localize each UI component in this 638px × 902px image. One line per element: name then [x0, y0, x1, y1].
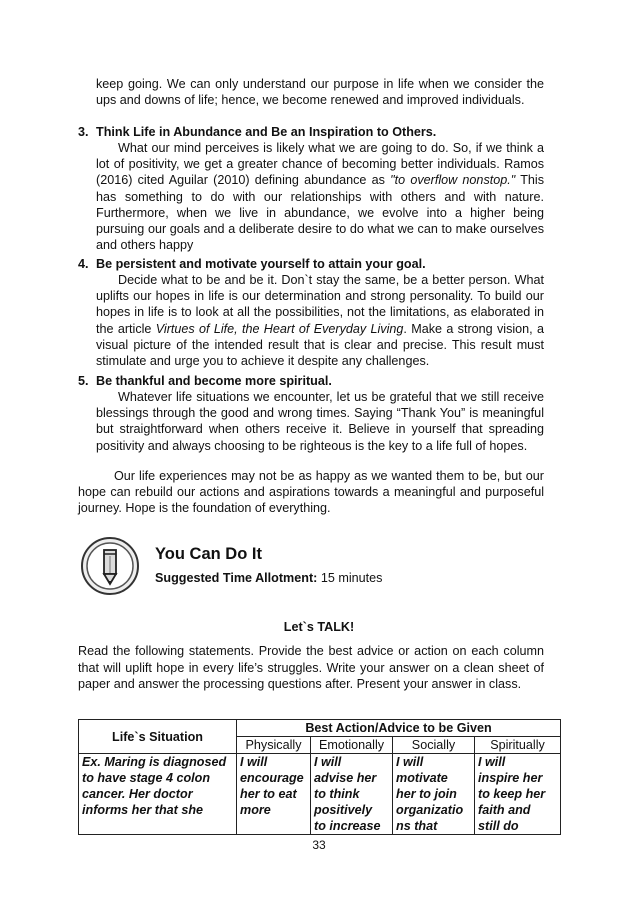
- col-situation-header: Life`s Situation: [79, 720, 237, 754]
- item-4-number: 4.: [78, 257, 89, 271]
- item-3-paragraph: What our mind perceives is likely what we are going to do. So, if we think a lot of positivity, we get a greater chance of becoming better individuals. Ramos (2016) cited Aguilar (2010) defining abundance as "to overflow nonstop." This has something to do with our relationships with others and with nature. Furthermore, when we live in abundance, we evolve into a higher being pursuing our goals and a deliberate desire to do what we can to make ourselves and others happy: [96, 141, 544, 253]
- time-allotment: [155, 571, 382, 585]
- cell-physically: I will encourage her to eat more: [237, 754, 311, 835]
- item-3-number: 3.: [78, 125, 89, 139]
- item-5-heading: [78, 373, 332, 389]
- pencil-icon: [80, 536, 140, 596]
- talk-instructions: Read the following statements. Provide the best advice or action on each column that will uplift hope in every life’s struggles. Write your answer on a clean sheet of paper and answer the processing questions after. Present your answer in class.: [78, 644, 544, 691]
- table-row: [79, 754, 561, 835]
- time-allotment-value: 15 minutes: [317, 571, 383, 585]
- cell-emotionally: I will advise her to think positively to increase: [311, 754, 393, 835]
- subcol-physically: Physically: [237, 737, 311, 754]
- subcol-emotionally: Emotionally: [311, 737, 393, 754]
- talk-heading: Let`s TALK!: [283, 620, 355, 634]
- table-header-row: [79, 720, 561, 737]
- cell-situation: Ex. Maring is diagnosed to have stage 4 colon cancer. Her doctor informs her that she: [79, 754, 237, 835]
- cell-socially: I will motivate her to join organizatio ns that: [393, 754, 475, 835]
- item-4-article-title: Virtues of Life, the Heart of Everyday Living: [155, 321, 404, 336]
- item-5-number: 5.: [78, 374, 89, 388]
- time-allotment-label: Suggested Time Allotment:: [155, 571, 318, 585]
- item-3-heading: [78, 124, 436, 140]
- page-number: 33: [312, 838, 326, 852]
- subcol-socially: Socially: [393, 737, 475, 754]
- item-3-quote: "to overflow nonstop.": [390, 173, 516, 188]
- advice-table: [78, 719, 561, 835]
- intro-paragraph: keep going. We can only understand our purpose in life when we consider the ups and downs of life; hence, we become renewed and improved individuals.: [96, 77, 544, 108]
- col-best-header: Best Action/Advice to be Given: [237, 720, 561, 737]
- section-title: You Can Do It: [155, 545, 262, 563]
- closing-paragraph: Our life experiences may not be as happy as we wanted them to be, but our hope can rebuild our actions and aspirations towards a meaningful and purposeful journey. Hope is the foundation of everything.: [78, 469, 544, 516]
- item-5-paragraph: Whatever life situations we encounter, let us be grateful that we still receive blessings through the good and wrong times. Saying “Thank You” is meaningful but straightforward when others receive it. Believe in yourself that spreading positivity and always choosing to be righteous is the key to a life full of hopes.: [96, 390, 544, 453]
- item-4-heading: [78, 256, 426, 272]
- item-4-paragraph: Decide what to be and be it. Don`t stay the same, be a better person. What uplifts our hopes in life is our determination and strong personality. To build our hopes in life is to look at all the possibilities, not the limitations, as elaborated in the article Virtues of Life, the Heart of Everyday Living. Make a strong vision, a visual picture of the intended result that is clear and precise. This result must stimulate and urge you to achieve it despite any challenges.: [96, 273, 544, 369]
- item-4-title: Be persistent and motivate yourself to attain your goal.: [96, 257, 426, 271]
- item-3-title: Think Life in Abundance and Be an Inspiration to Others.: [96, 125, 437, 139]
- subcol-spiritually: Spiritually: [475, 737, 561, 754]
- item-5-title: Be thankful and become more spiritual.: [96, 374, 332, 388]
- cell-spiritually: I will inspire her to keep her faith and still do: [475, 754, 561, 835]
